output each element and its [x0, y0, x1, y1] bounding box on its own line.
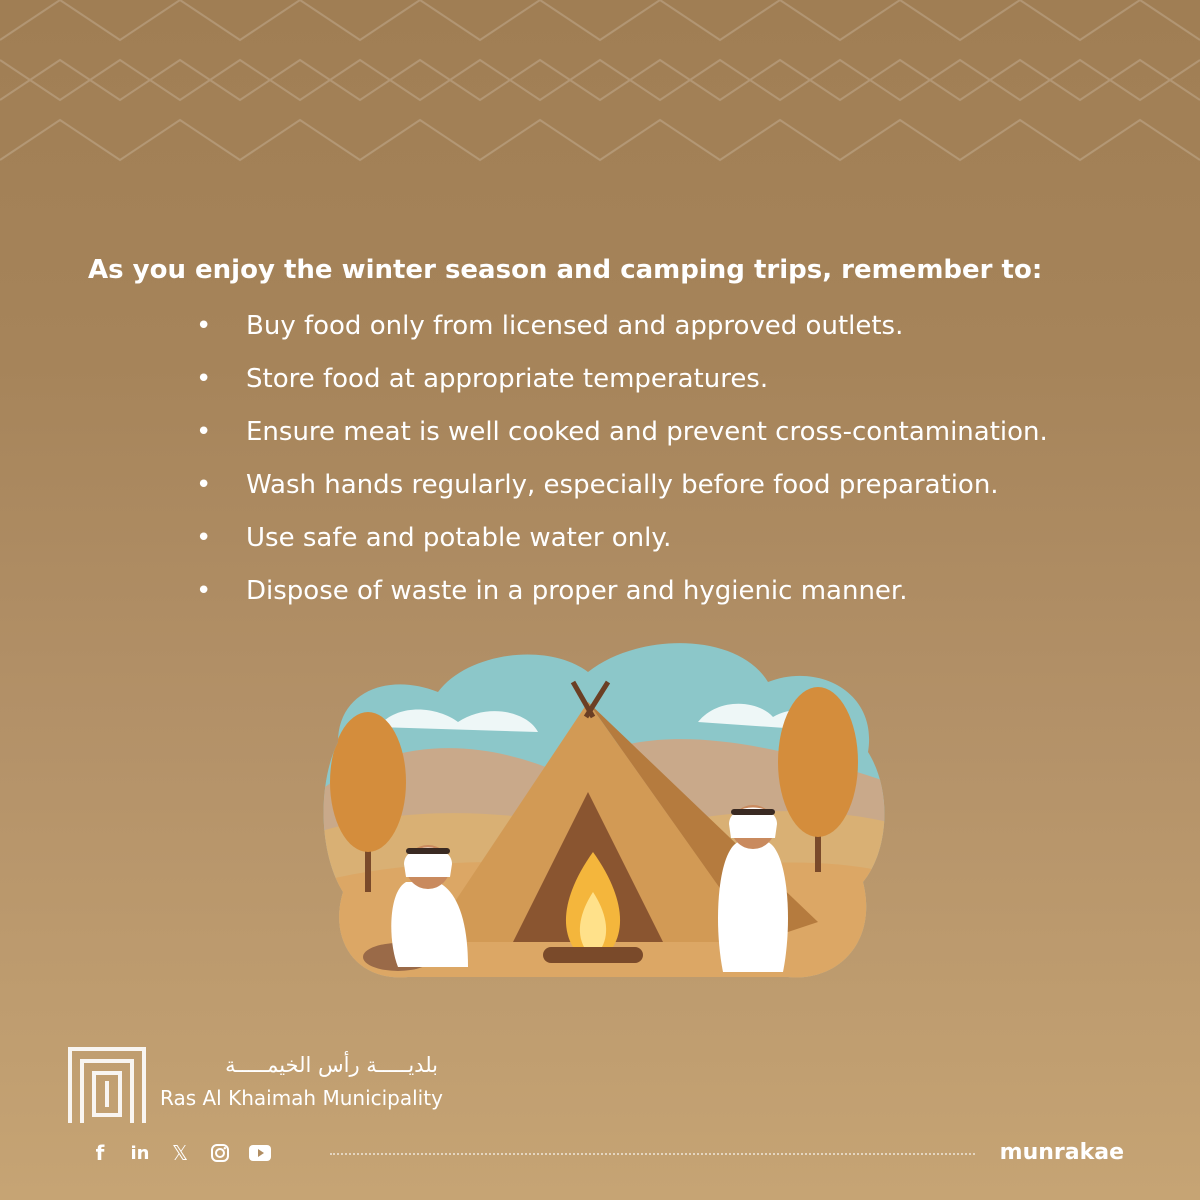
facebook-glyph: f — [95, 1141, 105, 1165]
tip-text: Ensure meat is well cooked and prevent cross-contamination. — [246, 417, 1048, 447]
social-handle[interactable]: munrakae — [999, 1140, 1124, 1165]
list-item — [196, 565, 1048, 618]
x-glyph: 𝕏 — [171, 1141, 189, 1165]
list-item — [196, 512, 1048, 565]
tree-left — [330, 712, 406, 852]
tip-text: Dispose of waste in a proper and hygienic manner. — [246, 576, 908, 606]
firewood — [543, 947, 643, 963]
x-icon[interactable] — [168, 1141, 192, 1165]
tree-right — [778, 687, 858, 837]
youtube-icon[interactable] — [248, 1141, 272, 1165]
headline: As you enjoy the winter season and camping trips, remember to: — [88, 255, 1043, 285]
tip-text: Store food at appropriate temperatures. — [246, 364, 769, 394]
list-item — [196, 459, 1048, 512]
social-links — [88, 1138, 272, 1168]
list-item — [196, 353, 1048, 406]
bullet: • — [196, 576, 212, 606]
list-item — [196, 300, 1048, 353]
bullet: • — [196, 311, 212, 341]
tip-text: Wash hands regularly, especially before food preparation. — [246, 470, 999, 500]
bullet: • — [196, 523, 212, 553]
list-item — [196, 406, 1048, 459]
bullet: • — [196, 417, 212, 447]
header-pattern — [0, 0, 1200, 200]
tip-text: Use safe and potable water only. — [246, 523, 672, 553]
brand-name-arabic: بلديـــــة رأس الخيمـــــة — [225, 1053, 438, 1077]
bullet: • — [196, 470, 212, 500]
linkedin-glyph: in — [130, 1142, 150, 1164]
municipality-logo — [66, 1045, 148, 1127]
youtube-glyph — [249, 1145, 271, 1161]
camping-illustration — [318, 622, 888, 992]
dotted-divider — [330, 1153, 975, 1155]
brand-name-english: Ras Al Khaimah Municipality — [160, 1086, 443, 1110]
instagram-icon[interactable] — [208, 1141, 232, 1165]
boy-right-body — [718, 842, 788, 972]
boy-left-agal — [406, 848, 450, 854]
tips-list — [196, 300, 1048, 618]
linkedin-icon[interactable] — [128, 1141, 152, 1165]
tip-text: Buy food only from licensed and approved outlets. — [246, 311, 904, 341]
facebook-icon[interactable] — [88, 1141, 112, 1165]
instagram-glyph — [210, 1143, 230, 1163]
boy-right-agal — [731, 809, 775, 815]
bullet: • — [196, 364, 212, 394]
